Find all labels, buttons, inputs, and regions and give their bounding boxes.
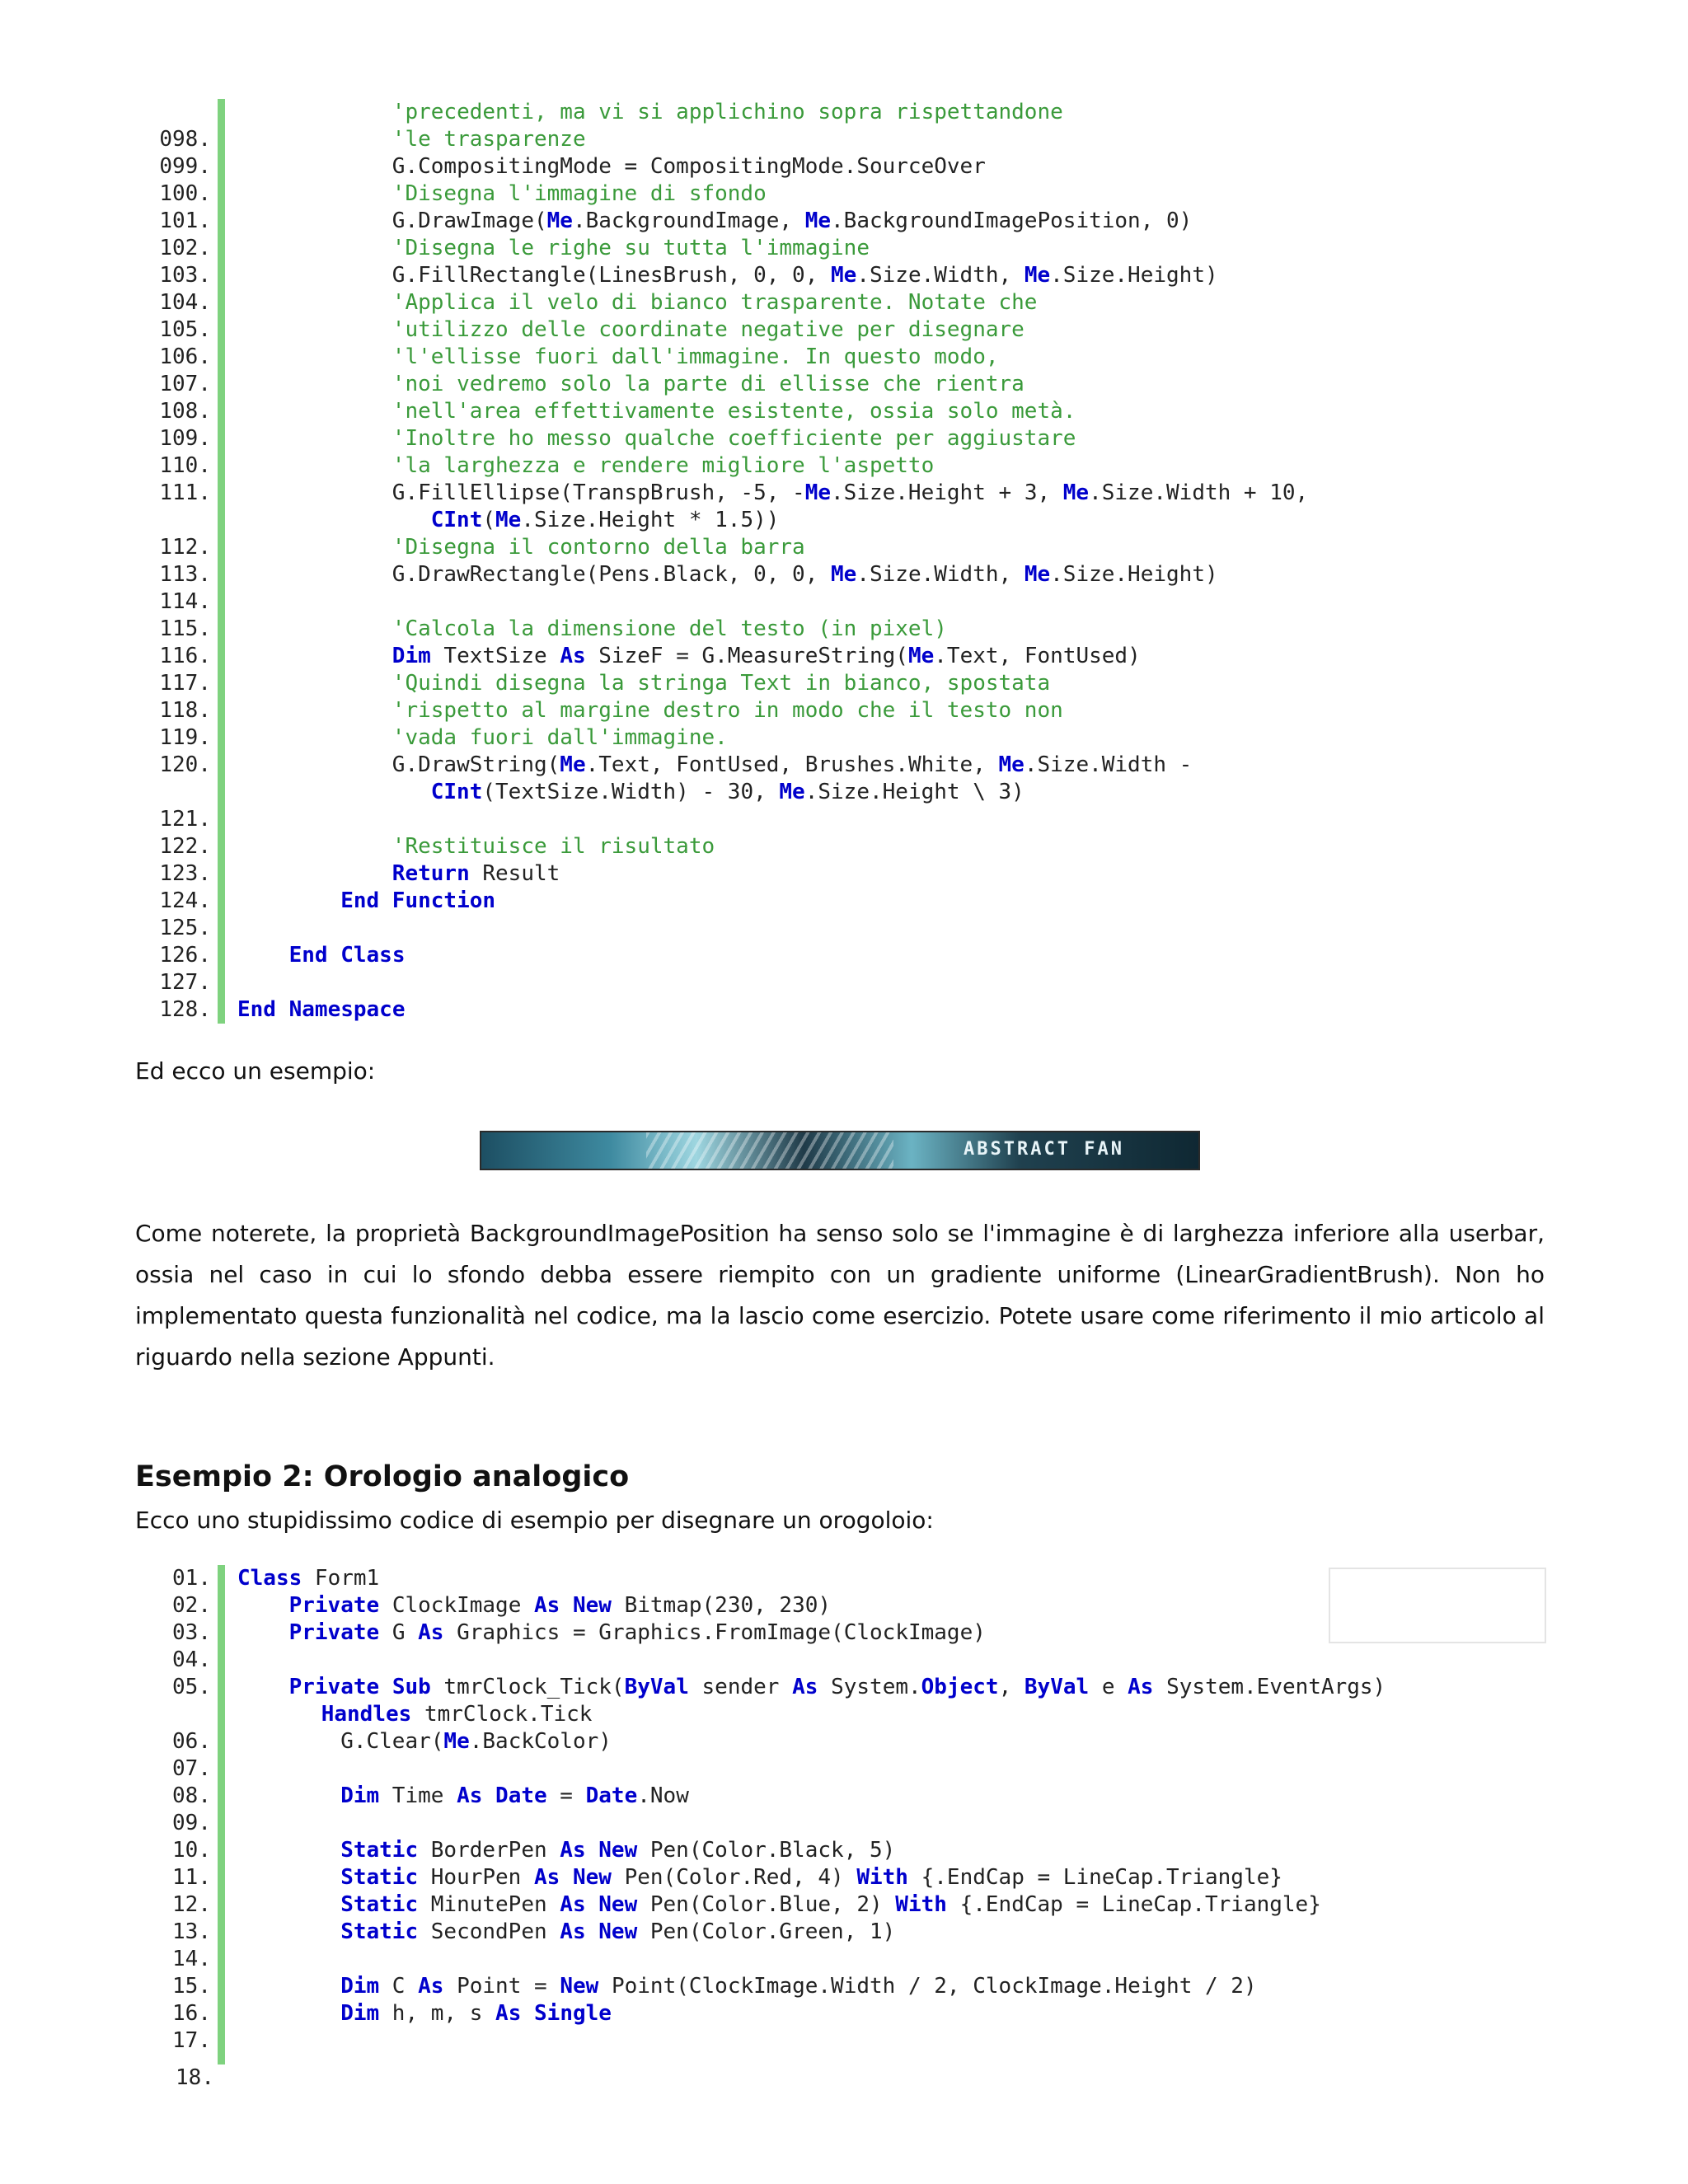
line-number: 07. — [172, 1756, 211, 1781]
code-line — [132, 208, 1574, 235]
code-comment: 'utilizzo delle coordinate negative per disegnare — [392, 317, 1025, 342]
code-keyword: ByVal — [1024, 1675, 1090, 1699]
code-comment: 'le trasparenze — [392, 127, 586, 152]
code-line — [132, 616, 1574, 643]
code-text — [392, 262, 1218, 289]
code-keyword: Object — [921, 1675, 999, 1699]
code-token: {.EndCap = LineCap.Triangle} — [907, 1865, 1282, 1890]
code-token: TextSize — [430, 644, 560, 668]
line-number: 112. — [159, 535, 211, 560]
line-number: 101. — [159, 209, 211, 233]
line-number: 10. — [172, 1838, 211, 1863]
code-keyword: CInt — [430, 780, 483, 804]
line-number: 103. — [159, 263, 211, 288]
line-number: 06. — [172, 1729, 211, 1754]
code-token: Pen(Color.Black, 5) — [637, 1838, 896, 1863]
line-number: 113. — [159, 562, 211, 587]
code-line — [132, 1783, 1574, 1810]
code-line — [132, 1837, 1574, 1864]
code-token: .Text, FontUsed, Brushes.White, — [585, 752, 999, 777]
code-token: ( — [482, 508, 496, 532]
code-line — [132, 480, 1574, 507]
example-label: Ed ecco un esempio: — [135, 1057, 376, 1085]
code-text — [392, 316, 1025, 344]
line-number: 17. — [172, 2028, 211, 2053]
code-line — [132, 969, 1574, 996]
code-line — [132, 507, 1574, 534]
code-keyword: Dim — [392, 644, 431, 668]
code-token: tmrClock_Tick( — [430, 1675, 625, 1699]
code-token: Point = — [443, 1974, 560, 1999]
line-number: 098. — [159, 127, 211, 152]
line-number: 13. — [172, 1919, 211, 1944]
code-token: Pen(Color.Blue, 2) — [637, 1892, 896, 1917]
code-text — [340, 1864, 1282, 1891]
code-token: G.Clear( — [340, 1729, 444, 1754]
code-keyword: As Date — [457, 1783, 547, 1808]
code-token: {.EndCap = LineCap.Triangle} — [946, 1892, 1321, 1917]
code-line — [132, 888, 1574, 915]
line-number: 01. — [172, 1566, 211, 1591]
code-line — [132, 1565, 1574, 1592]
code-line — [132, 1864, 1574, 1891]
code-comment: 'Disegna l'immagine di sfondo — [392, 181, 767, 206]
code-token: ClockImage — [379, 1593, 535, 1618]
code-token: G.FillEllipse(TranspBrush, -5, - — [392, 480, 805, 505]
code-keyword: Me — [831, 562, 857, 587]
code-keyword: As — [418, 1974, 444, 1999]
code-text — [289, 1674, 1386, 1701]
code-token: Point(ClockImage.Width / 2, ClockImage.Height / 2) — [598, 1974, 1257, 1999]
code-comment: 'nell'area effettivamente esistente, ossia solo metà. — [392, 399, 1076, 424]
line-number: 105. — [159, 317, 211, 342]
code-keyword: Static — [340, 1865, 419, 1890]
code-line — [132, 1755, 1574, 1783]
code-keyword: Return — [392, 861, 470, 886]
line-number: 106. — [159, 344, 211, 369]
code-token: G — [379, 1620, 419, 1645]
code-text — [237, 996, 406, 1024]
code-line — [132, 1674, 1574, 1701]
code-token: Graphics = Graphics.FromImage(ClockImage) — [443, 1620, 986, 1645]
code-text — [340, 1728, 612, 1755]
code-keyword: As — [1128, 1675, 1154, 1699]
line-number: 111. — [159, 480, 211, 505]
code-token: .Size.Width + 10, — [1089, 480, 1309, 505]
code-token: .Now — [637, 1783, 689, 1808]
code-keyword: Me — [998, 752, 1025, 777]
line-number: 04. — [172, 1647, 211, 1672]
code-comment: 'rispetto al margine destro in modo che il testo non — [392, 698, 1063, 723]
line-number: 126. — [159, 943, 211, 968]
code-token: HourPen — [418, 1865, 534, 1890]
code-keyword: Dim — [340, 2001, 380, 2026]
banner-text: ABSTRACT FAN — [964, 1139, 1124, 1160]
line-number: 117. — [159, 671, 211, 696]
line-number: 09. — [172, 1811, 211, 1835]
code-text — [321, 1701, 593, 1728]
code-text — [340, 1783, 689, 1810]
code-token: G.DrawImage( — [392, 209, 547, 233]
code-keyword: As New — [534, 1865, 612, 1890]
code-token: G.DrawString( — [392, 752, 560, 777]
code-token: .Size.Height * 1.5)) — [521, 508, 780, 532]
code-text — [340, 1837, 895, 1864]
code-token: Pen(Color.Green, 1) — [637, 1919, 896, 1944]
line-number: 05. — [172, 1675, 211, 1699]
line-number: 115. — [159, 616, 211, 641]
code-line — [132, 2000, 1574, 2027]
code-token: (TextSize.Width) - 30, — [482, 780, 780, 804]
code-token: .Size.Width - — [1024, 752, 1193, 777]
code-text — [392, 452, 934, 480]
code-keyword: As — [418, 1620, 444, 1645]
code-line — [132, 235, 1574, 262]
code-line — [132, 425, 1574, 452]
code-comment: 'vada fuori dall'immagine. — [392, 725, 728, 750]
line-number: 03. — [172, 1620, 211, 1645]
code-keyword: Class — [237, 1566, 302, 1591]
code-text — [392, 180, 767, 208]
code-token: G.CompositingMode = CompositingMode.SourceOver — [392, 154, 986, 179]
line-number: 102. — [159, 236, 211, 260]
code-line — [132, 153, 1574, 180]
line-number: 08. — [172, 1783, 211, 1808]
code-keyword: Private — [288, 1620, 380, 1645]
code-token: .Text, FontUsed) — [934, 644, 1141, 668]
code-keyword: Me — [831, 263, 857, 288]
code-token: h, m, s — [379, 2001, 496, 2026]
code-text — [340, 1891, 1321, 1919]
code-text — [392, 860, 560, 888]
code-keyword: Static — [340, 1892, 419, 1917]
code-text — [392, 153, 986, 180]
code-token: .Size.Height \ 3) — [804, 780, 1025, 804]
code-block-2 — [132, 1565, 1574, 2064]
code-comment: 'Disegna il contorno della barra — [392, 535, 805, 560]
code-line — [132, 833, 1574, 860]
code-token: G.FillRectangle(LinesBrush, 0, 0, — [392, 263, 832, 288]
code-keyword: With — [895, 1892, 947, 1917]
code-keyword: With — [856, 1865, 908, 1890]
code-keyword: Static — [340, 1919, 419, 1944]
line-number: 100. — [159, 181, 211, 206]
line-number: 107. — [159, 372, 211, 396]
code-comment: 'noi vedremo solo la parte di ellisse che rientra — [392, 372, 1025, 396]
line-number: 119. — [159, 725, 211, 750]
code-line — [132, 996, 1574, 1024]
code-text — [392, 344, 999, 371]
code-text — [392, 561, 1218, 588]
code-token: .Size.Width, — [856, 263, 1025, 288]
code-token: .Size.Height) — [1050, 263, 1218, 288]
code-text — [392, 371, 1025, 398]
code-line — [132, 344, 1574, 371]
code-text — [340, 1973, 1256, 2000]
code-token: Time — [379, 1783, 457, 1808]
code-text — [392, 126, 586, 153]
code-keyword: End Function — [340, 888, 496, 913]
code-keyword: Private — [288, 1593, 380, 1618]
code-keyword: Date — [585, 1783, 638, 1808]
line-number: 14. — [172, 1947, 211, 1971]
code-comment: 'Calcola la dimensione del testo (in pixel) — [392, 616, 947, 641]
code-text — [392, 670, 1050, 697]
code-token: .Size.Width, — [856, 562, 1025, 587]
code-keyword: As New — [560, 1919, 638, 1944]
line-number: 11. — [172, 1865, 211, 1890]
code-text — [392, 480, 1308, 507]
code-line — [132, 2027, 1574, 2055]
code-keyword: End Class — [288, 943, 406, 968]
code-line — [132, 126, 1574, 153]
code-token: Form1 — [302, 1566, 380, 1591]
code-token: Bitmap(230, 230) — [611, 1593, 832, 1618]
code-keyword: Me — [495, 508, 522, 532]
code-token: .Size.Height) — [1050, 562, 1218, 587]
code-text — [289, 1619, 986, 1647]
code-token: System. — [818, 1675, 921, 1699]
code-line — [132, 1647, 1574, 1674]
code-comment: 'la larghezza e rendere migliore l'aspetto — [392, 453, 935, 478]
code-line — [132, 1919, 1574, 1946]
code-line — [132, 1592, 1574, 1619]
line-number: 120. — [159, 752, 211, 777]
code-text — [392, 235, 870, 262]
code-token: sender — [688, 1675, 793, 1699]
code-line — [132, 779, 1574, 806]
code-token: MinutePen — [418, 1892, 560, 1917]
code-line — [132, 670, 1574, 697]
code-keyword: Me — [1062, 480, 1090, 505]
code-token: C — [379, 1974, 419, 1999]
section-heading: Esempio 2: Orologio analogico — [135, 1460, 630, 1493]
code-line — [132, 724, 1574, 752]
code-text — [392, 534, 805, 561]
code-token: Pen(Color.Red, 4) — [611, 1865, 857, 1890]
code-text — [392, 724, 728, 752]
code-token: System.EventArgs) — [1153, 1675, 1386, 1699]
code-text — [289, 942, 406, 969]
code-token: tmrClock.Tick — [411, 1702, 593, 1727]
code-keyword: ByVal — [624, 1675, 689, 1699]
code-text — [340, 2000, 612, 2027]
code-keyword: Static — [340, 1838, 419, 1863]
line-number: 110. — [159, 453, 211, 478]
code-line — [132, 588, 1574, 616]
code-comment: 'precedenti, ma vi si applichino sopra rispettandone — [392, 100, 1063, 124]
line-number: 122. — [159, 834, 211, 859]
code-keyword: Me — [546, 209, 573, 233]
code-line — [132, 262, 1574, 289]
code-text — [340, 1919, 895, 1946]
code-line — [132, 1619, 1574, 1647]
code-keyword: Me — [804, 209, 832, 233]
code-line — [132, 180, 1574, 208]
code-text — [392, 616, 947, 643]
code-text — [392, 697, 1063, 724]
code-line — [132, 1946, 1574, 1973]
code-keyword: Me — [804, 480, 832, 505]
code-text — [289, 1592, 831, 1619]
code-comment: 'l'ellisse fuori dall'immagine. In questo modo, — [392, 344, 999, 369]
line-number: 099. — [159, 154, 211, 179]
code-token: BorderPen — [418, 1838, 560, 1863]
code-comment: 'Disegna le righe su tutta l'immagine — [392, 236, 870, 260]
code-token: e — [1089, 1675, 1128, 1699]
line-number: 124. — [159, 888, 211, 913]
code-text — [431, 507, 780, 534]
line-number: 121. — [159, 807, 211, 832]
code-token: .BackColor) — [469, 1729, 612, 1754]
line-number: 12. — [172, 1892, 211, 1917]
code-keyword: Me — [1024, 263, 1051, 288]
code-text — [431, 779, 1025, 806]
code-line — [132, 806, 1574, 833]
code-text — [392, 425, 1076, 452]
line-number: 116. — [159, 644, 211, 668]
line-number: 15. — [172, 1974, 211, 1999]
code-keyword: As New — [560, 1838, 638, 1863]
code-comment: 'Quindi disegna la stringa Text in bianco, spostata — [392, 671, 1051, 696]
code-line — [132, 398, 1574, 425]
line-number: 125. — [159, 916, 211, 940]
code-keyword: Me — [907, 644, 935, 668]
code-keyword: New — [560, 1974, 599, 1999]
code-text — [392, 289, 1038, 316]
code-line — [132, 697, 1574, 724]
code-text — [392, 833, 715, 860]
explanation-paragraph: Come noterete, la proprietà BackgroundImagePosition ha senso solo se l'immagine è di larghezza inferiore alla userbar, ossia nel caso in cui lo sfondo debba essere riempito con un gradiente uniforme (LinearGradientBrush). Non ho implementato questa funzionalità nel codice, ma la lascio come esercizio. Potete usare come riferimento il mio articolo al riguardo nella sezione Appunti. — [135, 1220, 1545, 1371]
code-keyword: Dim — [340, 1974, 380, 1999]
code-line — [132, 1810, 1574, 1837]
code-line — [132, 1728, 1574, 1755]
code-line — [132, 1891, 1574, 1919]
code-text — [392, 398, 1076, 425]
code-keyword: Dim — [340, 1783, 380, 1808]
code-text — [392, 208, 1193, 235]
line-number: 109. — [159, 426, 211, 451]
code-token: .Size.Height + 3, — [831, 480, 1063, 505]
code-text — [237, 1565, 379, 1592]
line-number: 02. — [172, 1593, 211, 1618]
line-number: 118. — [159, 698, 211, 723]
code-line — [132, 915, 1574, 942]
code-keyword: As — [560, 644, 586, 668]
line-number: 127. — [159, 970, 211, 995]
code-line — [132, 371, 1574, 398]
code-token: .BackgroundImage, — [572, 209, 805, 233]
code-keyword: Private Sub — [288, 1675, 431, 1699]
code-text — [340, 888, 495, 915]
section-intro: Ecco uno stupidissimo codice di esempio per disegnare un orogoloio: — [135, 1507, 934, 1534]
code-line — [132, 452, 1574, 480]
code-keyword: Me — [779, 780, 805, 804]
code-keyword: As Single — [495, 2001, 612, 2026]
code-line — [132, 1701, 1574, 1728]
code-keyword: As New — [560, 1892, 638, 1917]
code-line — [132, 289, 1574, 316]
code-keyword: As — [792, 1675, 818, 1699]
code-line — [132, 534, 1574, 561]
code-keyword: Handles — [321, 1702, 412, 1727]
code-token: SizeF = G.MeasureString( — [585, 644, 908, 668]
code-line — [132, 752, 1574, 779]
code-line — [132, 561, 1574, 588]
code-text — [392, 643, 1141, 670]
line-number: 128. — [159, 997, 211, 1022]
code-line — [132, 99, 1574, 126]
code-line — [132, 942, 1574, 969]
code-block-1 — [132, 99, 1574, 1024]
code-text — [392, 99, 1063, 126]
line-number: 123. — [159, 861, 211, 886]
code-keyword: Me — [1024, 562, 1051, 587]
code-token: Result — [469, 861, 560, 886]
code-comment: 'Applica il velo di bianco trasparente. Notate che — [392, 290, 1038, 315]
userbar-example-image — [480, 1131, 1200, 1170]
code-token: , — [998, 1675, 1025, 1699]
code-token: G.DrawRectangle(Pens.Black, 0, 0, — [392, 562, 832, 587]
line-number: 114. — [159, 589, 211, 614]
code-token: .BackgroundImagePosition, 0) — [831, 209, 1193, 233]
code-keyword: Me — [443, 1729, 470, 1754]
code-line — [132, 860, 1574, 888]
code-keyword: CInt — [430, 508, 483, 532]
line-number: 104. — [159, 290, 211, 315]
code-line — [132, 643, 1574, 670]
code-comment: 'Restituisce il risultato — [392, 834, 715, 859]
code-token: = — [546, 1783, 586, 1808]
cut-line-number: 18. — [176, 2065, 214, 2090]
code-keyword: Me — [560, 752, 586, 777]
code-text — [392, 752, 1193, 779]
code-keyword: End Namespace — [237, 997, 406, 1022]
line-number: 16. — [172, 2001, 211, 2026]
code-line — [132, 1973, 1574, 2000]
line-number: 108. — [159, 399, 211, 424]
code-line — [132, 316, 1574, 344]
code-comment: 'Inoltre ho messo qualche coefficiente per aggiustare — [392, 426, 1076, 451]
code-token: SecondPen — [418, 1919, 560, 1944]
code-keyword: As New — [534, 1593, 612, 1618]
